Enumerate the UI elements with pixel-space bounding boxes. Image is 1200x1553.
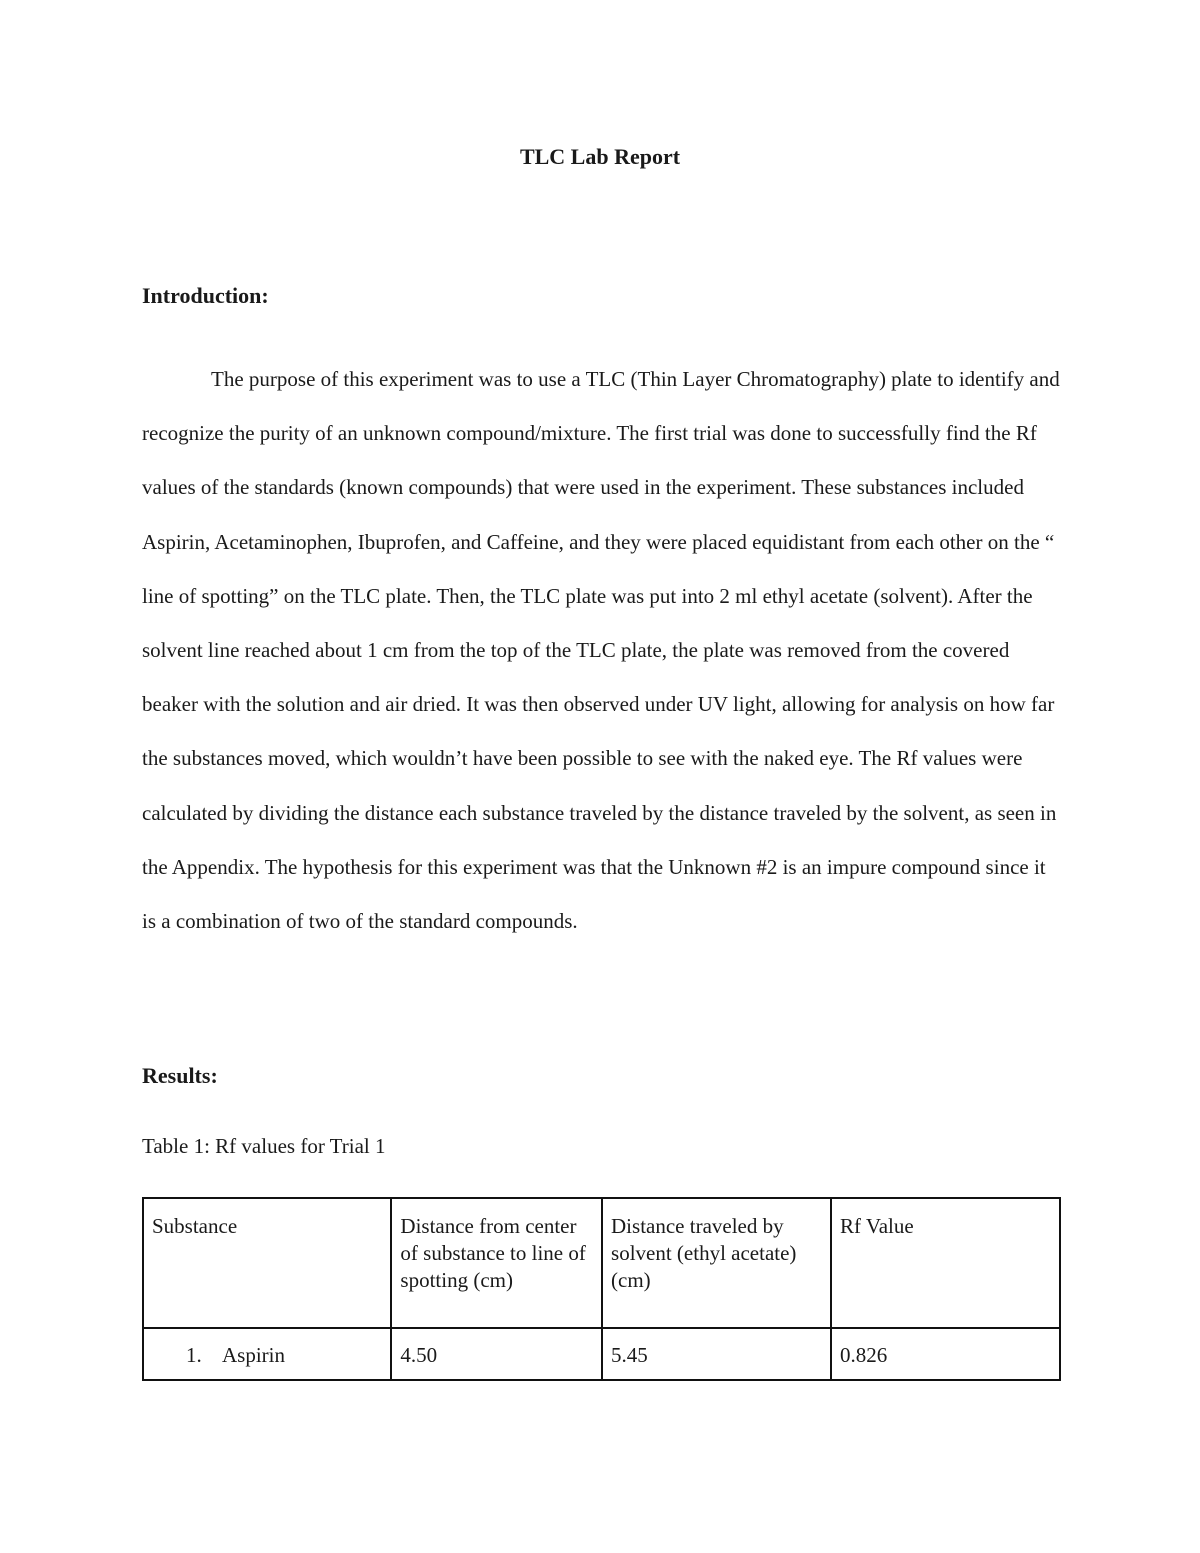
table-row <box>143 1328 1060 1380</box>
table-cell-substance <box>143 1328 391 1380</box>
results-heading: Results: <box>142 1063 218 1088</box>
table-cell-distance-solvent: 5.45 <box>602 1328 831 1380</box>
rf-values-table <box>142 1197 1061 1381</box>
table-header-cell: Distance traveled by solvent (ethyl acetate) (cm) <box>602 1198 831 1328</box>
introduction-paragraph: The purpose of this experiment was to use a TLC (Thin Layer Chromatography) plate to identify and recognize the purity of an unknown compound/mixture. The first trial was done to successfully find the Rf values of the standards (known compounds) that were used in the experiment. These substances included Aspirin, Acetaminophen, Ibuprofen, and Caffeine, and they were placed equidistant from each other on the “ line of spotting” on the TLC plate. Then, the TLC plate was put into 2 ml ethyl acetate (solvent). After the solvent line reached about 1 cm from the top of the TLC plate, the plate was removed from the covered beaker with the solution and air dried. It was then observed under UV light, allowing for analysis on how far the substances moved, which wouldn’t have been possible to see with the naked eye. The Rf values were calculated by dividing the distance each substance traveled by the distance traveled by the solvent, as seen in the Appendix. The hypothesis for this experiment was that the Unknown #2 is an impure compound since it is a combination of two of the standard compounds. <box>142 367 1060 934</box>
table-header-row <box>143 1198 1060 1328</box>
table-cell-rf-value: 0.826 <box>831 1328 1060 1380</box>
table-header-cell: Rf Value <box>831 1198 1060 1328</box>
list-number: 1. <box>186 1343 202 1367</box>
introduction-heading: Introduction: <box>142 283 269 308</box>
document-title: TLC Lab Report <box>519 144 681 169</box>
table-header-cell: Distance from center of substance to line of spotting (cm) <box>391 1198 602 1328</box>
table-header-cell: Substance <box>143 1198 391 1328</box>
table-caption: Table 1: Rf values for Trial 1 <box>142 1134 386 1158</box>
table-cell-distance-substance: 4.50 <box>391 1328 602 1380</box>
substance-name: Aspirin <box>222 1343 285 1367</box>
